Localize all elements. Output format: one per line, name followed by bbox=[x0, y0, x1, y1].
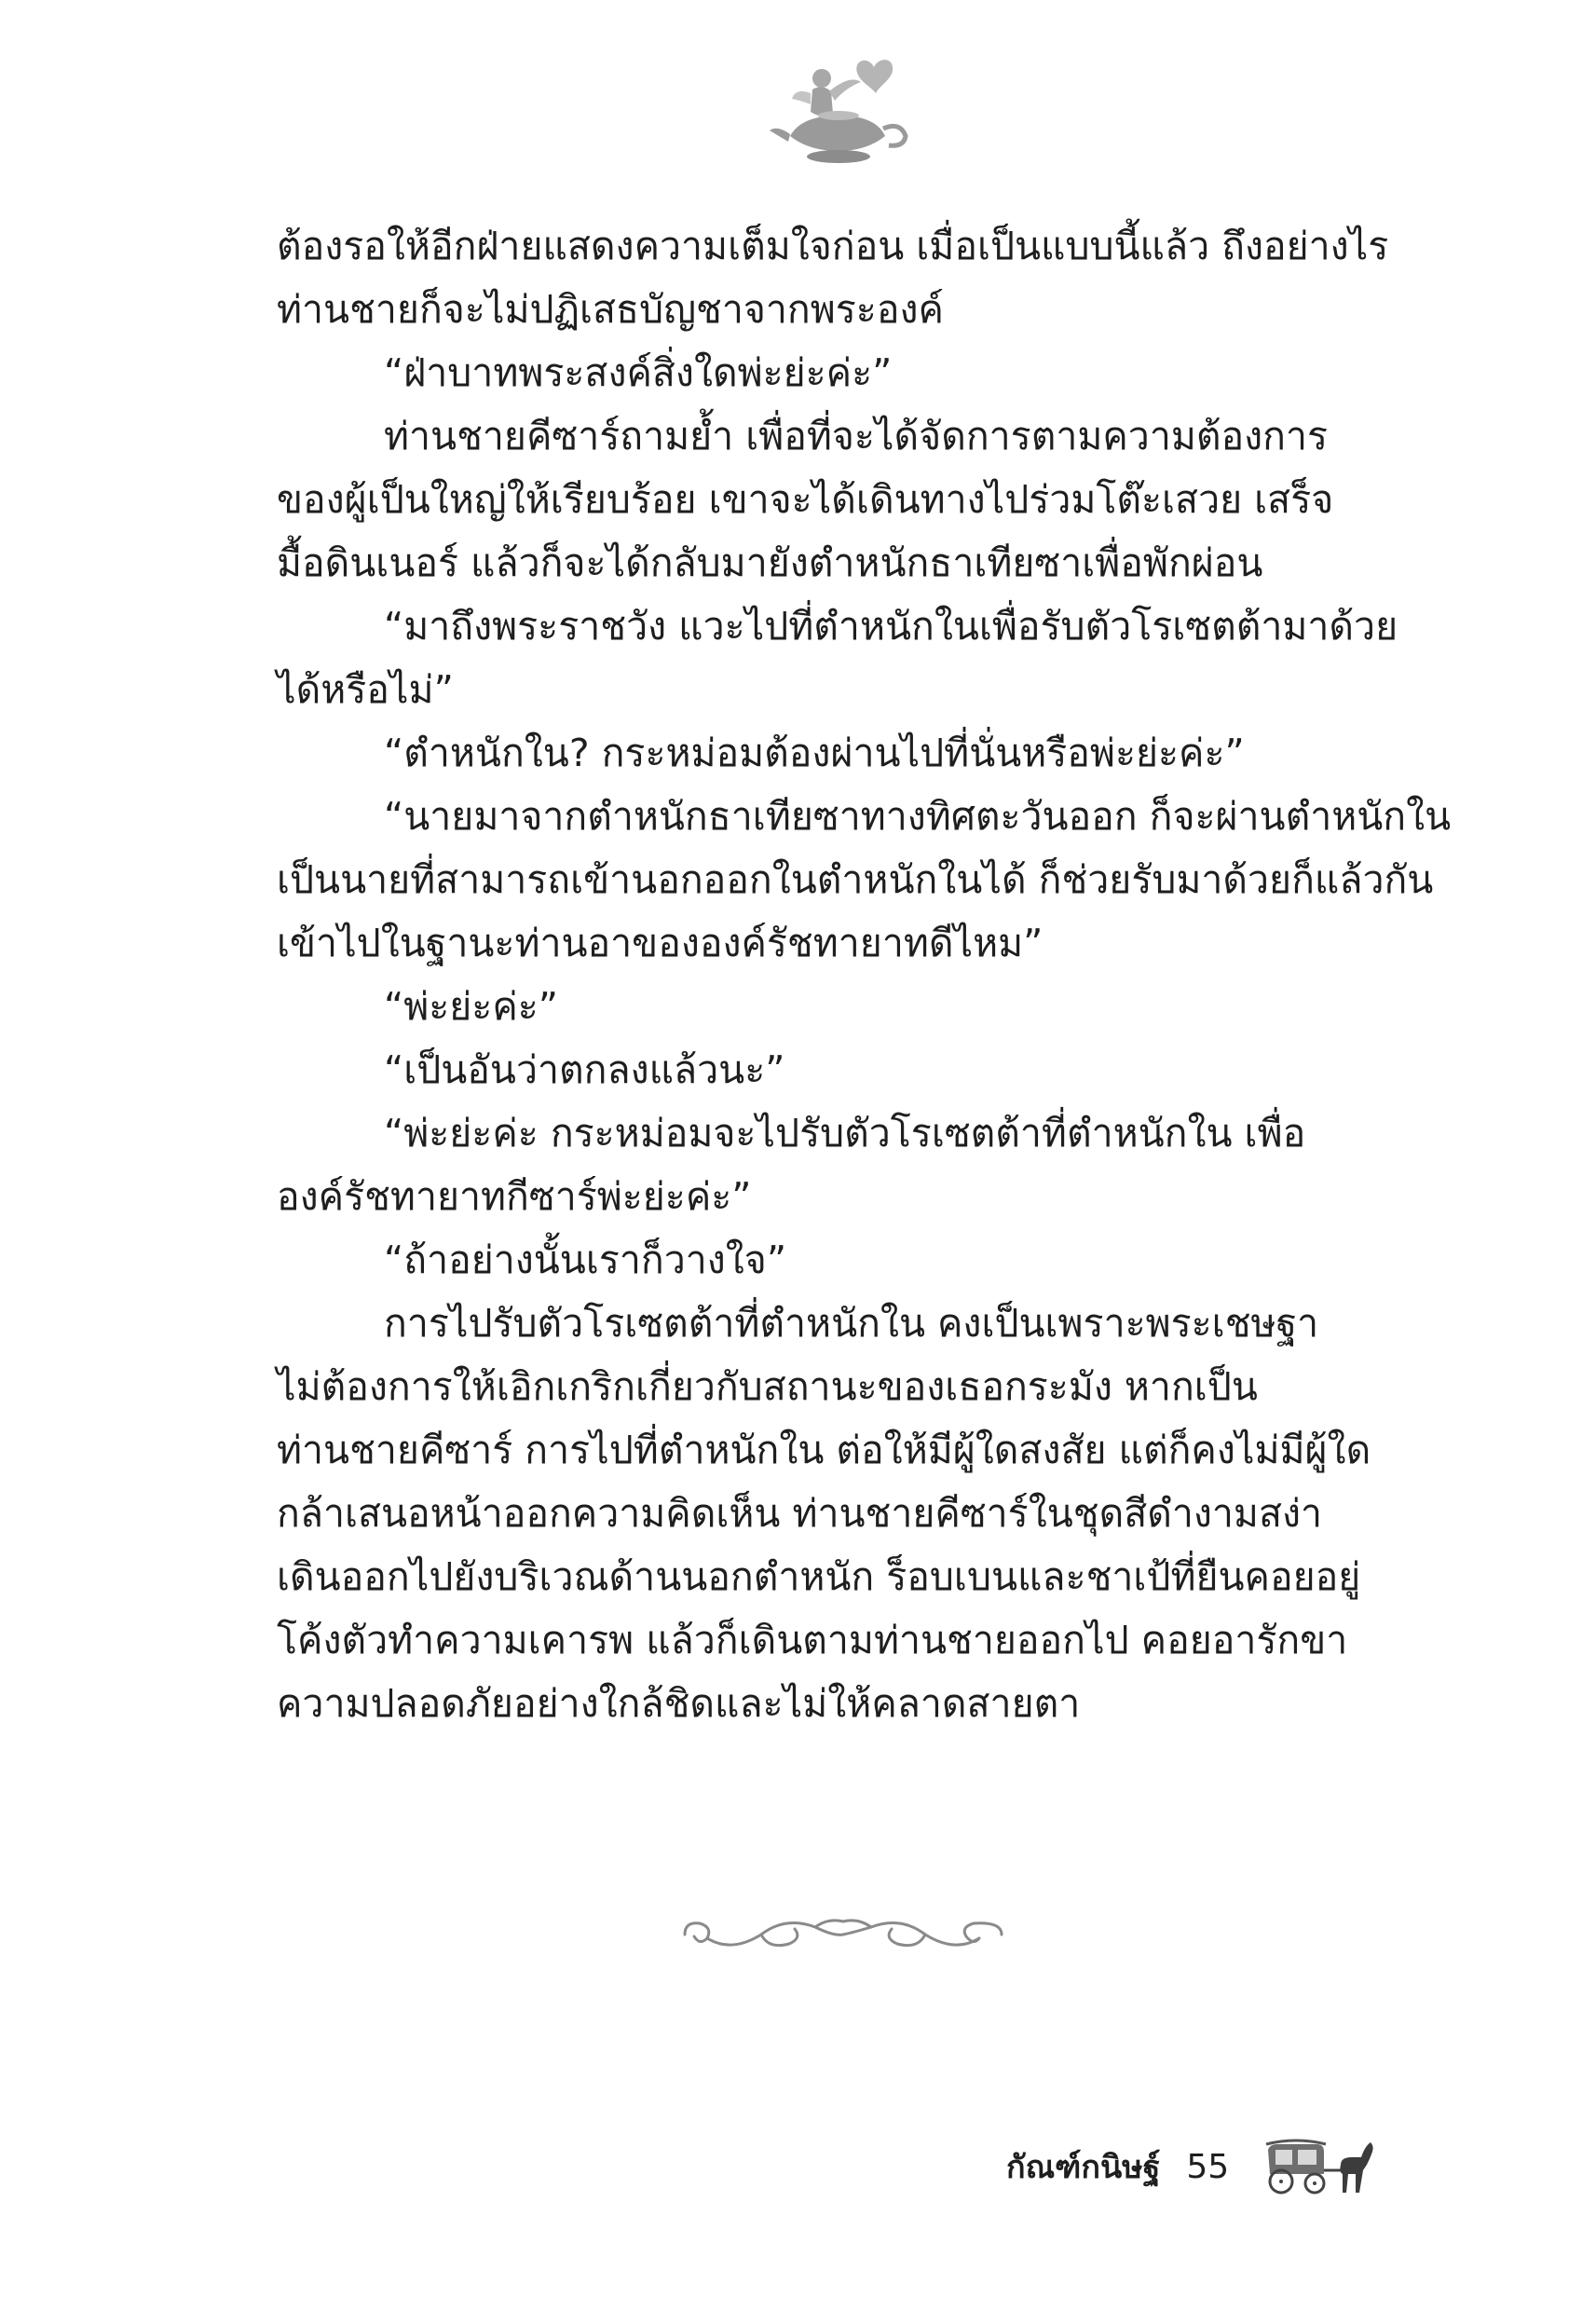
teapot-cupid-ornament-icon bbox=[764, 47, 913, 177]
text-line: ต้องรอให้อีกฝ่ายแสดงความเต็มใจก่อน เมื่อเป็นแบบนี้แล้ว ถึงอย่างไร bbox=[277, 224, 1389, 268]
text-line: “ตำหนักใน? กระหม่อมต้องผ่านไปที่นั่นหรือพ่ะย่ะค่ะ” bbox=[384, 731, 1245, 775]
text-line: ความปลอดภัยอย่างใกล้ชิดและไม่ให้คลาดสายตา bbox=[277, 1681, 1081, 1726]
text-line: “มาถึงพระราชวัง แวะไปที่ตำหนักในเพื่อรับตัวโรเซตต้ามาด้วย bbox=[384, 604, 1398, 649]
text-line: “ฝ่าบาทพระสงค์สิ่งใดพ่ะย่ะค่ะ” bbox=[384, 350, 893, 395]
text-line: ท่านชายคีซาร์ถามย้ำ เพื่อที่จะได้จัดการตามความต้องการ bbox=[384, 414, 1329, 458]
text-line: ได้หรือไม่” bbox=[277, 667, 454, 712]
book-title: กัณฑ์กนิษฐ์ bbox=[1006, 2149, 1161, 2186]
page-number: 55 bbox=[1186, 2147, 1230, 2186]
body-text bbox=[277, 214, 1452, 1735]
horse-carriage-icon bbox=[1262, 2137, 1374, 2196]
text-line: ท่านชายคีซาร์ การไปที่ตำหนักใน ต่อให้มีผู้ใดสงสัย แต่ก็คงไม่มีผู้ใด bbox=[277, 1428, 1371, 1472]
text-line: “ถ้าอย่างนั้นเราก็วางใจ” bbox=[384, 1238, 787, 1282]
text-line: ไม่ต้องการให้เอิกเกริกเกี่ยวกับสถานะของเธอกระมัง หากเป็น bbox=[277, 1364, 1258, 1409]
text-line: “พ่ะย่ะค่ะ” bbox=[384, 984, 559, 1029]
text-line: ท่านชายก็จะไม่ปฏิเสธบัญชาจากพระองค์ bbox=[277, 287, 944, 332]
page-footer bbox=[1006, 2134, 1425, 2199]
text-line: เดินออกไปยังบริเวณด้านนอกตำหนัก ร็อบเบนและชาเป้ที่ยืนคอยอยู่ bbox=[277, 1554, 1361, 1599]
text-line: ของผู้เป็นใหญ่ให้เรียบร้อย เขาจะได้เดินทางไปร่วมโต๊ะเสวย เสร็จ bbox=[277, 477, 1334, 522]
text-line: “พ่ะย่ะค่ะ กระหม่อมจะไปรับตัวโรเซตต้าที่ตำหนักใน เพื่อ bbox=[384, 1111, 1306, 1156]
text-line: องค์รัชทายาทกีซาร์พ่ะย่ะค่ะ” bbox=[277, 1174, 752, 1219]
scroll-flourish-icon bbox=[675, 1901, 1011, 1966]
text-line: กล้าเสนอหน้าออกความคิดเห็น ท่านชายคีซาร์ในชุดสีดำงามสง่า bbox=[277, 1491, 1323, 1536]
text-line: เข้าไปในฐานะท่านอาขององค์รัชทายาทดีไหม” bbox=[277, 921, 1044, 965]
text-line: เป็นนายที่สามารถเข้านอกออกในตำหนักในได้ ก็ช่วยรับมาด้วยก็แล้วกัน bbox=[277, 857, 1434, 902]
text-line: “นายมาจากตำหนักธาเทียซาทางทิศตะวันออก ก็จะผ่านตำหนักใน bbox=[384, 794, 1452, 839]
text-line: โค้งตัวทำความเคารพ แล้วก็เดินตามท่านชายออกไป คอยอารักขา bbox=[277, 1618, 1348, 1662]
text-line: “เป็นอันว่าตกลงแล้วนะ” bbox=[384, 1047, 785, 1092]
text-line: มื้อดินเนอร์ แล้วก็จะได้กลับมายังตำหนักธาเทียซาเพื่อพักผ่อน bbox=[277, 540, 1263, 585]
text-line: การไปรับตัวโรเซตต้าที่ตำหนักใน คงเป็นเพราะพระเชษฐา bbox=[384, 1301, 1319, 1346]
